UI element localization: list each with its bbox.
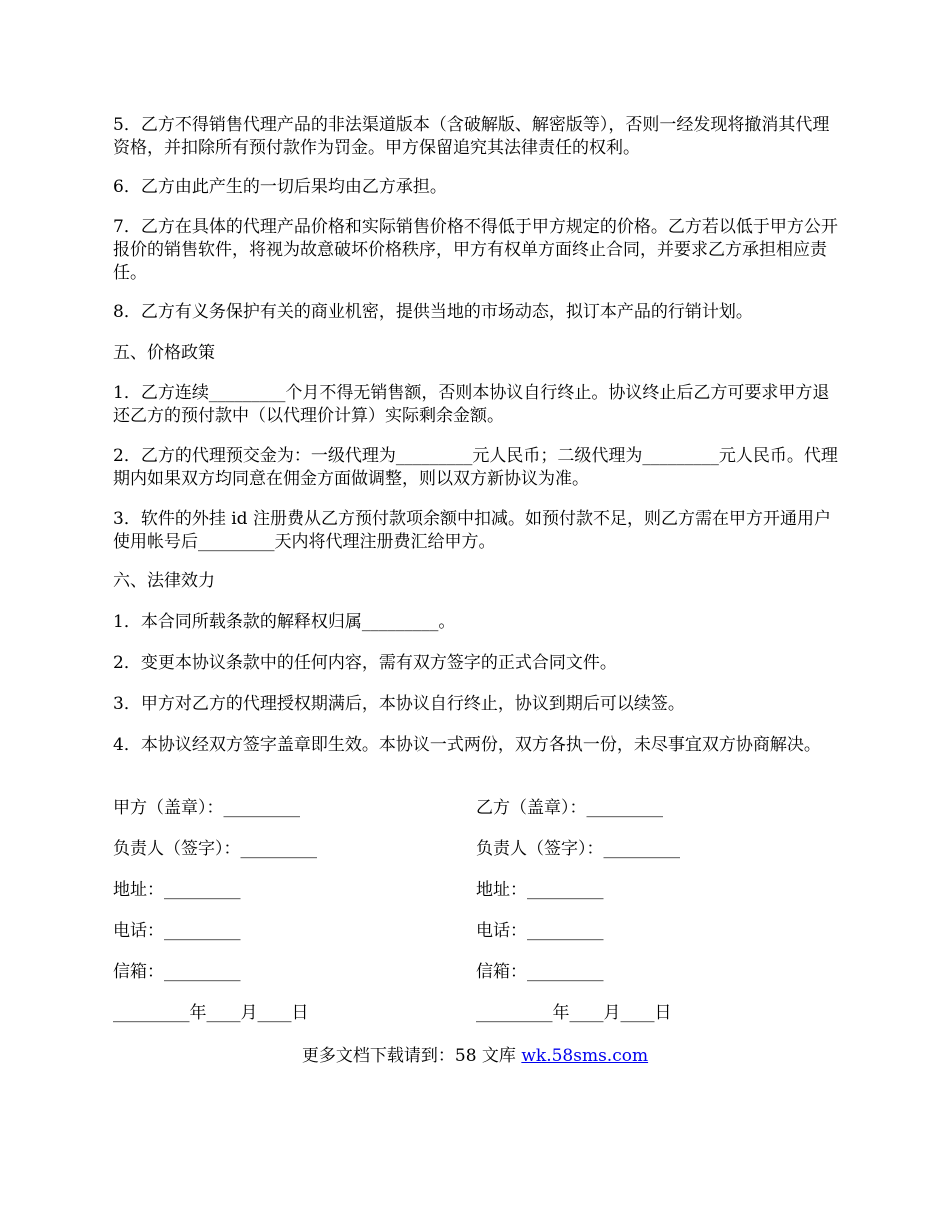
legal-clause-2: 2．变更本协议条款中的任何内容，需有双方签字的正式合同文件。	[113, 653, 617, 673]
price-clause-2: 2．乙方的代理预交金为：一级代理为_________元人民币；二级代理为_________元人民币。代理期内如果双方均同意在佣金方面做调整，则以双方新协议为准。	[113, 446, 838, 489]
party-a-phone-field: 电话：_________	[113, 921, 241, 941]
legal-clause-1: 1．本合同所载条款的解释权归属_________。	[113, 612, 456, 632]
party-a-responsible-field: 负责人（签字）：_________	[113, 839, 317, 859]
clause-6: 6．乙方由此产生的一切后果均由乙方承担。	[113, 177, 447, 197]
clause-7: 7．乙方在具体的代理产品价格和实际销售价格不得低于甲方规定的价格。乙方若以低于甲方公开报价的销售软件，将视为故意破坏价格秩序，甲方有权单方面终止合同，并要求乙方承担相应责任。	[113, 217, 838, 283]
price-clause-3: 3．软件的外挂 id 注册费从乙方预付款项余额中扣减。如预付款不足，则乙方需在甲方开通用户使用帐号后_________天内将代理注册费汇给甲方。	[113, 509, 831, 552]
signature-row-date	[113, 1002, 843, 1025]
clause-8: 8．乙方有义务保护有关的商业机密，提供当地的市场动态，拟订本产品的行销计划。	[113, 302, 753, 322]
party-b-phone-field: 电话：_________	[476, 921, 604, 941]
party-b-date-field: _________年____月____日	[476, 1003, 672, 1023]
signature-row-email	[113, 961, 843, 984]
party-a-date-field: _________年____月____日	[113, 1003, 309, 1023]
party-b-address-field: 地址：_________	[476, 880, 604, 900]
section-heading-price-policy: 五、价格政策	[113, 343, 215, 363]
footer-link[interactable]: wk.58sms.com	[521, 1046, 649, 1066]
party-b-email-field: 信箱：_________	[476, 962, 604, 982]
party-a-address-field: 地址：_________	[113, 880, 241, 900]
signature-row-address	[113, 879, 843, 902]
legal-clause-3: 3．甲方对乙方的代理授权期满后，本协议自行终止，协议到期后可以续签。	[113, 694, 685, 714]
footer-text: 更多文档下载请到：58 文库	[301, 1046, 522, 1066]
section-heading-legal-effect: 六、法律效力	[113, 571, 215, 591]
party-a-seal-field: 甲方（盖章）：_________	[113, 798, 300, 818]
clause-5: 5．乙方不得销售代理产品的非法渠道版本（含破解版、解密版等），否则一经发现将撤消其代理资格，并扣除所有预付款作为罚金。甲方保留追究其法律责任的权利。	[113, 115, 830, 158]
party-b-responsible-field: 负责人（签字）：_________	[476, 839, 680, 859]
signature-row-person	[113, 838, 843, 861]
signature-row-seal	[113, 797, 843, 820]
party-a-email-field: 信箱：_________	[113, 962, 241, 982]
price-clause-1: 1．乙方连续_________个月不得无销售额，否则本协议自行终止。协议终止后乙方可要求甲方退还乙方的预付款中（以代理价计算）实际剩余金额。	[113, 383, 830, 426]
party-b-seal-field: 乙方（盖章）：_________	[476, 798, 663, 818]
download-footer	[0, 1045, 950, 1068]
signature-row-phone	[113, 920, 843, 943]
legal-clause-4: 4．本协议经双方签字盖章即生效。本协议一式两份，双方各执一份，未尽事宜双方协商解决。	[113, 735, 821, 755]
